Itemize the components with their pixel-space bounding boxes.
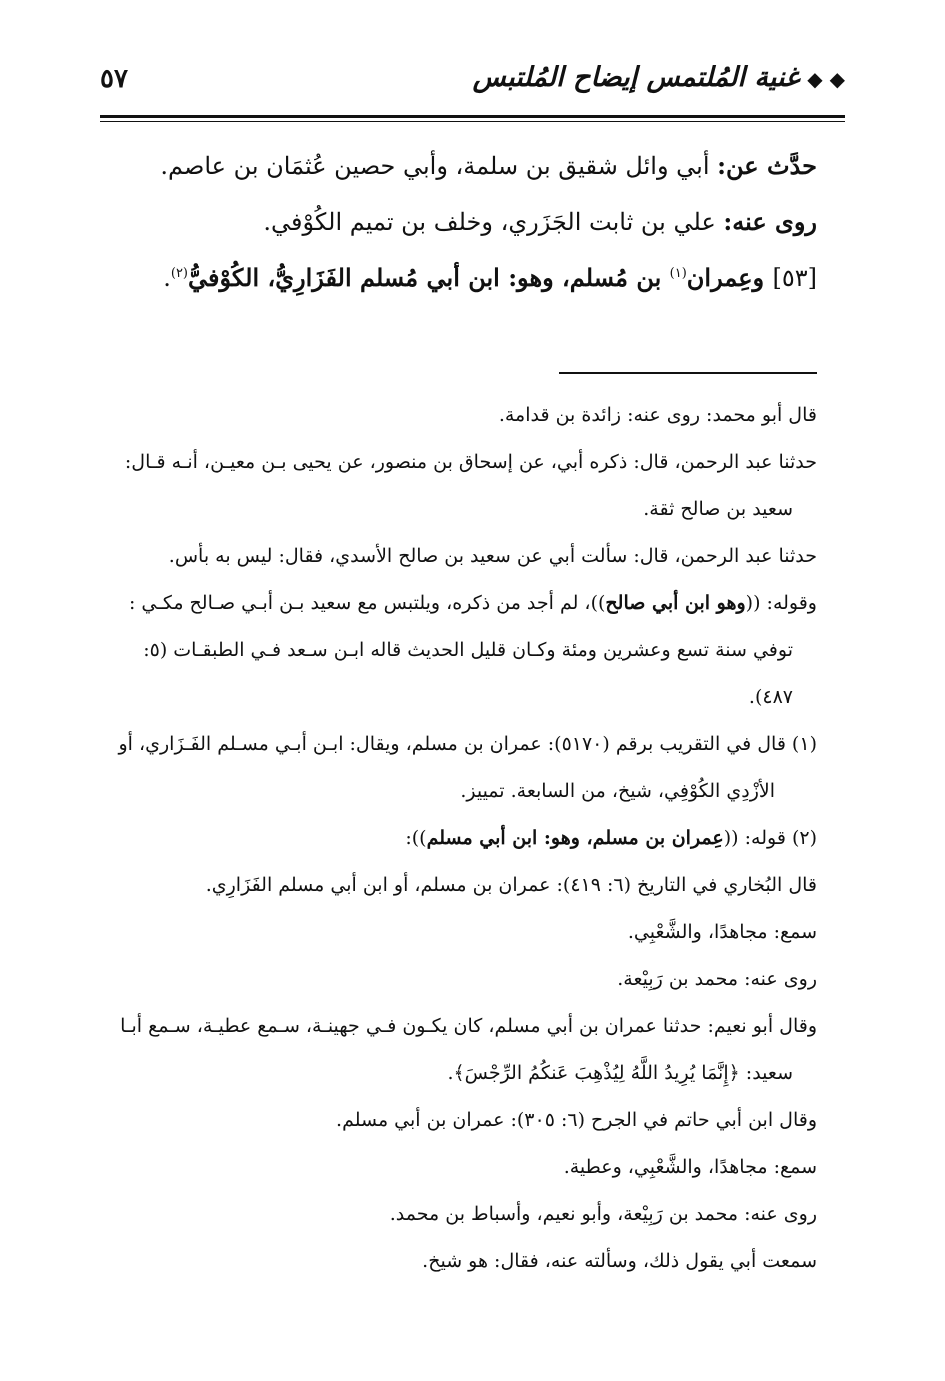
running-title <box>473 62 845 93</box>
quoted-phrase: وهو ابن أبي صالح <box>605 592 746 614</box>
entry-name: وعِمران <box>686 263 773 292</box>
main-text <box>118 138 817 306</box>
footnote-2-line: روى عنه: محمد بن رَبِيْعة. <box>617 968 817 990</box>
footnote-2-line: سعيد: ﴿إِنَّمَا يُرِيدُ اللَّهُ لِيُذْهِبَ عَنكُمُ الرِّجْسَ﴾. <box>447 1062 793 1084</box>
footnote-separator <box>559 372 817 374</box>
entry-name-rest: بن مُسلم، وهو: ابن أبي مُسلم الفَزَارِيُّ، الكُوْفيُّ <box>188 263 670 292</box>
footnote-2-line: وقال أبو نعيم: حدثنا عمران بن أبي مسلم، كان يكـون فـي جهينـة، سـمع عطيـة، سـمع أبـا <box>120 1015 817 1037</box>
footnote-line: ٤٨٧). <box>748 686 793 708</box>
footnote-2-line: سمعت أبي يقول ذلك، وسألته عنه، فقال: هو شيخ. <box>422 1250 817 1272</box>
footnote-2-line: قال البُخاري في التاريخ (٦: ٤١٩): عمران بن مسلم، أو ابن أبي مسلم الفَزَارِي. <box>205 874 817 896</box>
footnote-1-line: الأزْدِي الكُوْفِي، شيخ، من السابعة. تمييز. <box>460 780 775 802</box>
running-header <box>100 58 845 106</box>
footnotes <box>110 392 817 1285</box>
header-rule-thick <box>100 115 845 118</box>
quoted-phrase: عِمران بن مسلم، وهو: ابن أبي مسلم <box>426 827 724 849</box>
footnote-2-line <box>110 815 817 862</box>
narrated-by-label: روى عنه: <box>723 207 817 236</box>
page-number: ٥٧ <box>100 64 128 94</box>
footnote-ref-1: (١) <box>669 266 687 281</box>
footnote-line: سعيد بن صالح ثقة. <box>643 498 793 520</box>
footnote-line: حدثنا عبد الرحمن، قال: ذكره أبي، عن إسحاق بن منصور، عن يحيى بـن معيـن، أنـه قـال: <box>124 451 817 473</box>
entry-end: . <box>163 264 171 292</box>
footnote-1-line: (١) قال في التقريب برقم (٥١٧٠): عمران بن مسلم، ويقال: ابـن أبـي مسـلم الفَـزَاري، أو <box>118 733 817 755</box>
header-rule-thin <box>100 121 845 122</box>
main-line-1 <box>118 138 817 194</box>
quote-close: )): <box>405 827 427 849</box>
footnote-line <box>110 580 817 627</box>
narrated-from-text: أبي وائل شقيق بن سلمة، وأبي حصين عُثمَان بن عاصم. <box>160 152 718 180</box>
footnote-2-line: روى عنه: محمد بن رَبِيْعة، وأبو نعيم، وأسباط بن محمد. <box>389 1203 817 1225</box>
footnote-line: توفي سنة تسع وعشرين ومئة وكـان قليل الحديث قاله ابـن سـعد فـي الطبقـات (٥: <box>143 639 793 661</box>
footnote-line: حدثنا عبد الرحمن، قال: سألت أبي عن سعيد بن صالح الأسدي، فقال: ليس به بأس. <box>168 545 817 567</box>
diamond-ornament-icon: ◆ ◆ <box>807 67 845 91</box>
footnote-line: قال أبو محمد: روى عنه: زائدة بن قدامة. <box>498 404 817 426</box>
footnote-2-line: سمع: مجاهدًا، والشَّعْبِي، وعطية. <box>563 1156 817 1178</box>
narrated-from-label: حدَّث عن: <box>717 151 817 180</box>
entry-number: [٥٣] <box>772 264 817 292</box>
footnote-2-line: وقال ابن أبي حاتم في الجرح (٦: ٣٠٥): عمران بن أبي مسلم. <box>336 1109 817 1131</box>
quote-open: وقوله: (( <box>745 592 817 614</box>
narrated-by-text: علي بن ثابت الجَزَري، وخلف بن تميم الكُوْفي. <box>263 208 724 236</box>
footnote-ref-2: (٢) <box>170 266 188 281</box>
book-title: غنية المُلتمس إيضاح المُلتبس <box>472 62 800 93</box>
quote-open: (٢) قوله: (( <box>723 827 817 849</box>
main-line-2 <box>118 194 817 250</box>
footnote-2-line: سمع: مجاهدًا، والشَّعْبِي. <box>627 921 817 943</box>
main-line-3 <box>118 250 817 306</box>
quote-rest: ))، لم أجد من ذكره، ويلتبس مع سعيد بـن أبـي صـالح مكـي : <box>128 592 606 614</box>
